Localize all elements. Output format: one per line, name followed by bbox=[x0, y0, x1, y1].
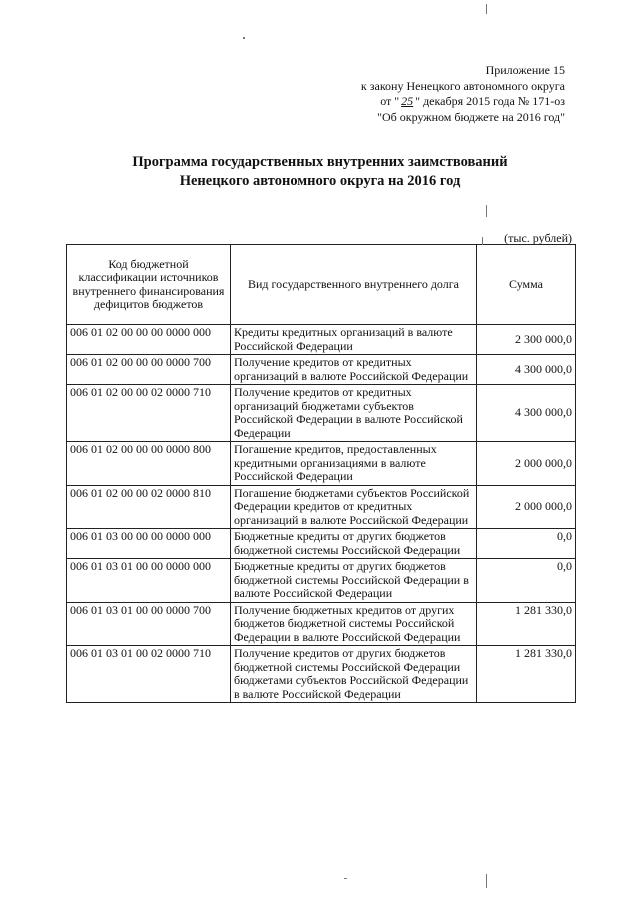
row-name: Получение кредитов от других бюджетов бюджетной системы Российской Федерации бюджетами субъектов Российской Федерации в валюте Российской Федерации bbox=[231, 646, 477, 703]
row-code: 006 01 02 00 00 02 0000 710 bbox=[67, 385, 231, 442]
appendix-date-prefix: от " bbox=[380, 94, 400, 108]
row-sum: 0,0 bbox=[477, 559, 576, 603]
table-row bbox=[67, 325, 576, 355]
scan-speck bbox=[486, 874, 487, 888]
row-name: Получение бюджетных кредитов от других бюджетов бюджетной системы Российской Федерации в валюте Российской Федерации bbox=[231, 602, 477, 646]
row-sum: 0,0 bbox=[477, 529, 576, 559]
scan-speck bbox=[486, 4, 487, 14]
row-name: Погашение кредитов, предоставленных кредитными организациями в валюте Российской Федерации bbox=[231, 442, 477, 486]
row-sum: 2 000 000,0 bbox=[477, 485, 576, 529]
scan-speck bbox=[243, 37, 245, 39]
row-code: 006 01 03 01 00 02 0000 710 bbox=[67, 646, 231, 703]
row-name: Получение кредитов от кредитных организаций в валюте Российской Федерации bbox=[231, 355, 477, 385]
borrowing-program-table bbox=[66, 244, 576, 703]
appendix-header bbox=[361, 63, 565, 125]
document-title-line-2: Ненецкого автономного округа на 2016 год bbox=[179, 173, 461, 189]
column-header-name: Вид государственного внутреннего долга bbox=[231, 245, 477, 325]
row-code: 006 01 02 00 00 00 0000 000 bbox=[67, 325, 231, 355]
table-row bbox=[67, 646, 576, 703]
table-row bbox=[67, 385, 576, 442]
table-row bbox=[67, 485, 576, 529]
row-name: Получение кредитов от кредитных организаций бюджетами субъектов Российской Федерации в валюте Российской Федерации bbox=[231, 385, 477, 442]
row-sum: 1 281 330,0 bbox=[477, 602, 576, 646]
table-row bbox=[67, 602, 576, 646]
appendix-number: Приложение 15 bbox=[485, 63, 565, 77]
appendix-law-title: "Об окружном бюджете на 2016 год" bbox=[377, 109, 565, 124]
row-name: Бюджетные кредиты от других бюджетов бюджетной системы Российской Федерации в валюте Российской Федерации bbox=[231, 559, 477, 603]
scan-speck bbox=[344, 878, 347, 879]
appendix-law-reference: к закону Ненецкого автономного округа bbox=[360, 78, 565, 93]
row-code: 006 01 03 00 00 00 0000 000 bbox=[67, 529, 231, 559]
row-sum: 4 300 000,0 bbox=[477, 355, 576, 385]
row-code: 006 01 03 01 00 00 0000 000 bbox=[67, 559, 231, 603]
scan-speck bbox=[486, 205, 487, 217]
table-row bbox=[67, 442, 576, 486]
column-header-sum: Сумма bbox=[477, 245, 576, 325]
table-row bbox=[67, 559, 576, 603]
row-sum: 1 281 330,0 bbox=[477, 646, 576, 703]
scan-speck bbox=[482, 237, 483, 245]
row-sum: 2 000 000,0 bbox=[477, 442, 576, 486]
row-code: 006 01 02 00 00 00 0000 800 bbox=[67, 442, 231, 486]
row-code: 006 01 02 00 00 00 0000 700 bbox=[67, 355, 231, 385]
document-title bbox=[0, 153, 640, 191]
appendix-law-date bbox=[361, 94, 565, 110]
row-name: Кредиты кредитных организаций в валюте Российской Федерации bbox=[231, 325, 477, 355]
row-name: Бюджетные кредиты от других бюджетов бюджетной системы Российской Федерации bbox=[231, 529, 477, 559]
row-code: 006 01 03 01 00 00 0000 700 bbox=[67, 602, 231, 646]
column-header-code: Код бюджетной классификации источников внутреннего финансирования дефицитов бюджетов bbox=[67, 245, 231, 325]
appendix-date-day: 25 bbox=[401, 94, 414, 108]
row-name: Погашение бюджетами субъектов Российской Федерации кредитов от кредитных организаций в валюте Российской Федерации bbox=[231, 485, 477, 529]
table-row bbox=[67, 355, 576, 385]
table-header-row bbox=[67, 245, 576, 325]
row-code: 006 01 02 00 00 02 0000 810 bbox=[67, 485, 231, 529]
unit-note: (тыс. рублей) bbox=[504, 231, 572, 245]
row-sum: 2 300 000,0 bbox=[477, 325, 576, 355]
appendix-date-suffix: " декабря 2015 года № 171-оз bbox=[415, 94, 565, 108]
row-sum: 4 300 000,0 bbox=[477, 385, 576, 442]
table-row bbox=[67, 529, 576, 559]
document-title-line-1: Программа государственных внутренних заимствований bbox=[132, 154, 508, 170]
